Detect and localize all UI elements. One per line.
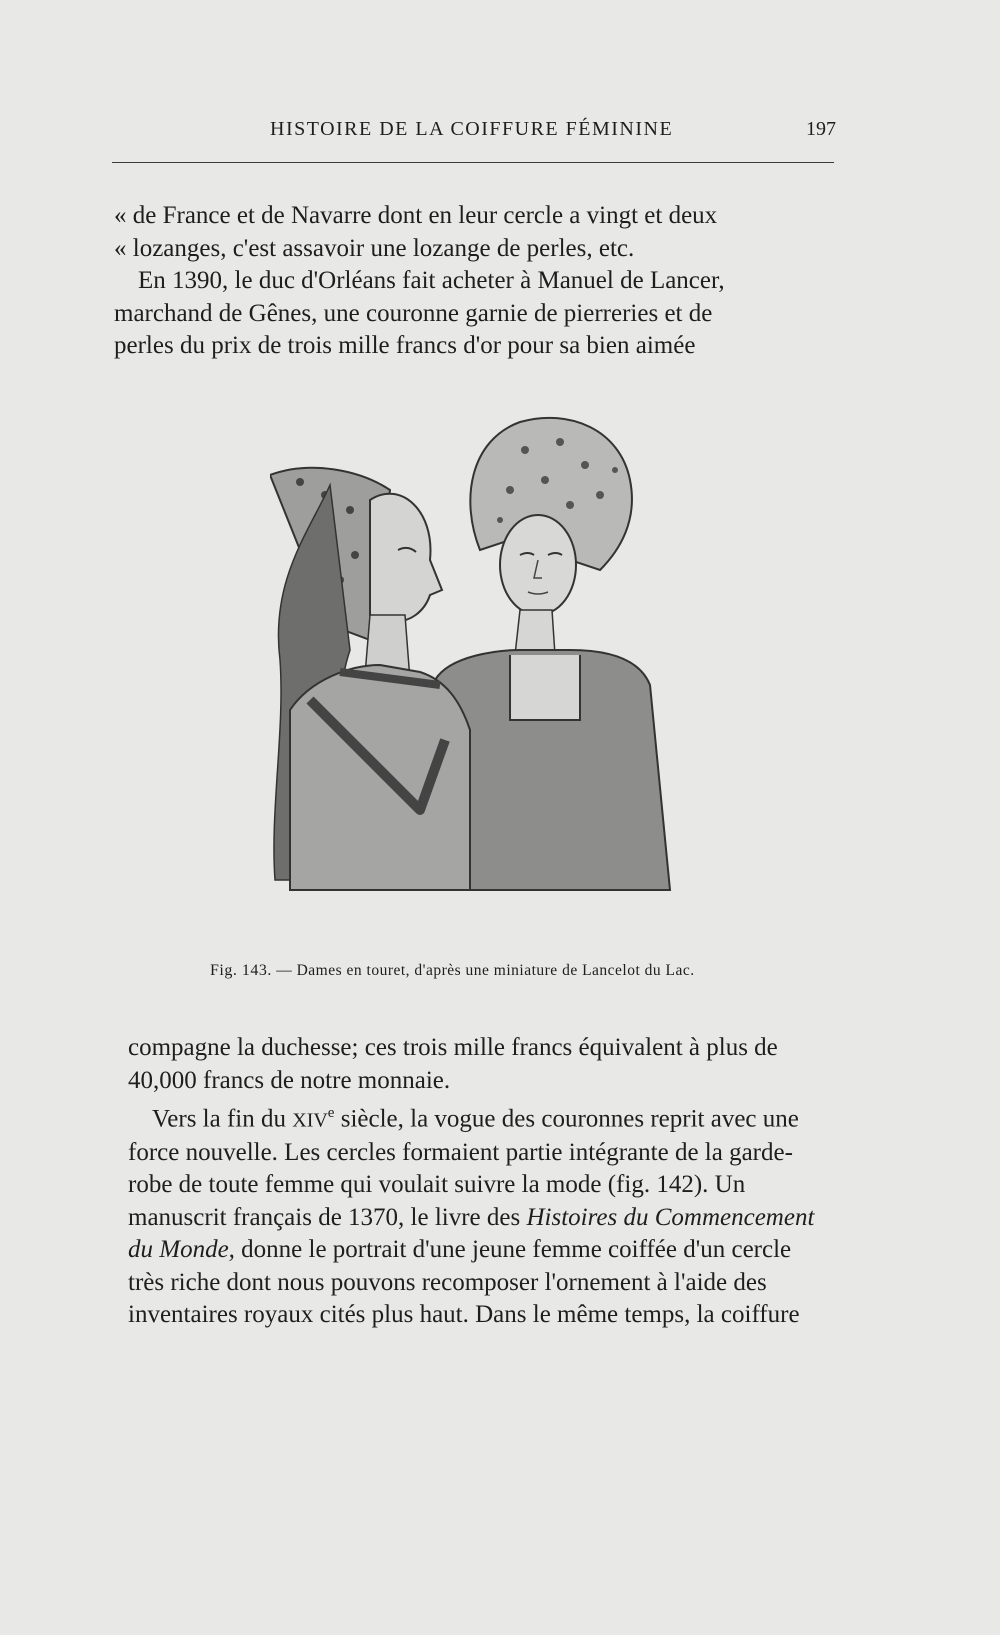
- text-fragment: manuscrit français de 1370, le livre des: [128, 1203, 527, 1231]
- text-line: très riche dont nous pouvons recomposer l'ornement à l'aide des: [128, 1268, 767, 1296]
- text-line: [128, 1097, 854, 1137]
- text-fragment: Vers la fin du: [152, 1105, 293, 1133]
- text-fragment: siècle, la vogue des couronnes reprit avec une: [334, 1105, 799, 1133]
- century-numeral: XIV: [292, 1109, 328, 1132]
- page-number: 197: [806, 118, 836, 140]
- superscript: e: [327, 1105, 335, 1121]
- italic-title: du Monde,: [128, 1236, 235, 1264]
- running-title: HISTOIRE DE LA COIFFURE FÉMININE: [270, 118, 674, 140]
- text-line: perles du prix de trois mille francs d'or pour sa bien aimée: [114, 332, 696, 359]
- paragraph-bottom: [128, 1032, 854, 1332]
- text-line: En 1390, le duc d'Orléans fait acheter à Manuel de Lancer,: [138, 267, 725, 294]
- text-line: 40,000 francs de notre monnaie.: [128, 1066, 451, 1094]
- paragraph-top: [114, 200, 838, 363]
- illustration-two-ladies: [270, 410, 710, 940]
- italic-title: Histoires du Commencement: [526, 1203, 815, 1231]
- text-line: force nouvelle. Les cercles formaient partie intégrante de la garde-: [128, 1138, 793, 1166]
- text-line: robe de toute femme qui voulait suivre la mode (fig. 142). Un: [128, 1171, 746, 1199]
- text-line: « de France et de Navarre dont en leur cercle a vingt et deux: [114, 202, 718, 229]
- text-line: [128, 1202, 854, 1235]
- figure-number: Fig. 143.: [210, 962, 272, 979]
- header-rule: [112, 162, 834, 163]
- text-line: compagne la duchesse; ces trois mille francs équivalent à plus de: [128, 1034, 778, 1061]
- text-line: « lozanges, c'est assavoir une lozange de perles, etc.: [114, 234, 635, 262]
- text-line: inventaires royaux cités plus haut. Dans le même temps, la coiffure: [128, 1301, 800, 1329]
- figure-caption: [210, 962, 695, 980]
- text-line: marchand de Gênes, une couronne garnie de pierreries et de: [114, 299, 713, 327]
- figure-caption-text: — Dames en touret, d'après une miniature de Lancelot du Lac.: [276, 962, 695, 979]
- text-fragment: donne le portrait d'une jeune femme coiffée d'un cercle: [234, 1236, 792, 1264]
- text-line: [128, 1234, 854, 1267]
